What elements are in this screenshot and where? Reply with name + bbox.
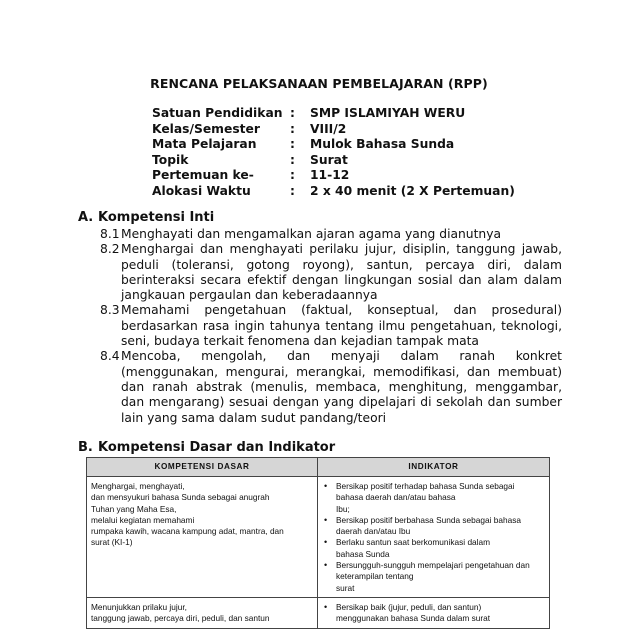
meta-value: 11-12 <box>310 168 350 183</box>
meta-value: SMP ISLAMIYAH WERU <box>310 106 466 120</box>
meta-colon: : <box>290 183 295 198</box>
indicator-line: bahasa Sunda <box>336 548 390 559</box>
indicator-line: menggunakan bahasa Sunda dalam surat <box>336 613 491 624</box>
meta-row <box>152 106 515 122</box>
meta-value: 2 x 40 menit (2 X Pertemuan) <box>310 183 515 198</box>
section-b-heading <box>78 440 335 455</box>
kd-line: Menghargai, menghayati, <box>91 481 185 491</box>
meta-label: Kelas/Semester <box>152 121 260 136</box>
kd-line: Menunjukkan prilaku jujur, <box>91 601 187 612</box>
indicator-list <box>322 602 545 625</box>
indikator-cell <box>318 477 550 598</box>
kompetensi-inti-list <box>100 227 562 426</box>
kd-cell <box>87 597 318 628</box>
indicator-item <box>322 515 545 538</box>
indicator-list <box>322 481 545 594</box>
bullet-icon: • <box>324 537 328 548</box>
table-row <box>87 477 550 598</box>
ki-item <box>100 227 562 242</box>
indicator-item <box>322 560 545 594</box>
identity-block <box>152 106 515 200</box>
header-kompetensi-dasar: KOMPETENSI DASAR <box>87 458 318 477</box>
table-row <box>87 597 550 628</box>
ki-item <box>100 303 562 349</box>
bullet-icon: • <box>324 601 328 612</box>
ki-text: Menghayati dan mengamalkan ajaran agama yang dianutnya <box>121 227 502 241</box>
ki-number: 8.2 <box>100 242 120 257</box>
indicator-line: Berlaku santun saat berkomunikasi dalam <box>336 537 491 548</box>
section-b-title: Kompetensi Dasar dan Indikator <box>98 440 336 455</box>
meta-label: Alokasi Waktu <box>152 183 251 198</box>
kd-cell <box>87 477 318 598</box>
meta-row <box>152 168 515 184</box>
bullet-icon: • <box>324 514 328 525</box>
kd-line: tanggung jawab, percaya diri, peduli, dan santun <box>91 613 270 624</box>
indicator-line: Bersikap positif berbahasa Sunda sebagai bahasa <box>336 514 521 525</box>
kd-line: dan mensyukuri bahasa Sunda sebagai anugrah <box>91 492 270 503</box>
indicator-item <box>322 537 545 560</box>
bullet-icon: • <box>324 481 328 491</box>
meta-value: VIII/2 <box>310 121 347 136</box>
ki-item <box>100 349 562 425</box>
meta-colon: : <box>290 137 295 152</box>
ki-number: 8.1 <box>100 227 120 241</box>
bullet-icon: • <box>324 560 328 571</box>
meta-colon: : <box>290 152 295 167</box>
table-header-row <box>87 458 550 477</box>
ki-number: 8.4 <box>100 349 120 364</box>
indicator-line: Bersikap baik (jujur, peduli, dan santun) <box>336 601 482 612</box>
meta-row <box>152 153 515 169</box>
section-a-title: Kompetensi Inti <box>98 210 215 225</box>
section-a-letter: A. <box>78 210 94 225</box>
indicator-line: Bersikap positif terhadap bahasa Sunda sebagai <box>336 481 515 491</box>
meta-label: Satuan Pendidikan <box>152 106 283 120</box>
page-title: RENCANA PELAKSANAAN PEMBELAJARAN (RPP) <box>150 76 488 91</box>
meta-label: Topik <box>152 152 189 167</box>
meta-colon: : <box>290 168 295 183</box>
header-indikator: INDIKATOR <box>318 458 550 477</box>
section-a-heading <box>78 210 214 225</box>
section-b-letter: B. <box>78 440 93 455</box>
meta-label: Pertemuan ke- <box>152 168 254 183</box>
indicator-line: daerah dan/atau Ibu <box>336 526 411 537</box>
indicator-item <box>322 481 545 515</box>
meta-row <box>152 184 515 200</box>
meta-label: Mata Pelajaran <box>152 137 257 152</box>
indicator-line: bahasa daerah dan/atau bahasa <box>336 492 456 503</box>
ki-number: 8.3 <box>100 303 120 318</box>
indicator-line: Bersungguh-sungguh mempelajari pengetahuan dan <box>336 560 530 571</box>
indicator-item <box>322 602 545 625</box>
meta-value: Mulok Bahasa Sunda <box>310 137 455 152</box>
ki-text: Menghargai dan menghayati perilaku jujur, disiplin, tanggung jawab, peduli (toleransi, gotong royong), santun, percaya diri, dalam berinteraksi secara efektif dengan lingkungan sosial dan alam dalam jangkauan pergaulan dan keberadaannya <box>121 242 562 303</box>
indicator-line: surat <box>336 582 355 593</box>
meta-row <box>152 137 515 153</box>
ki-item <box>100 242 562 303</box>
indicator-line: Ibu; <box>336 503 350 514</box>
meta-colon: : <box>290 106 295 120</box>
meta-row <box>152 122 515 138</box>
indikator-cell <box>318 597 550 628</box>
ki-text: Mencoba, mengolah, dan menyaji dalam ranah konkret (menggunakan, mengurai, merangkai, memodifikasi, dan membuat) dan ranah abstrak (menulis, membaca, menghitung, menggambar, dan mengarang) sesuai dengan yang dipelajari di sekolah dan sumber lain yang sama dalam sudut pandang/teori <box>121 349 562 425</box>
kd-line: surat (KI-1) <box>91 537 133 548</box>
meta-value: Surat <box>310 152 348 167</box>
kd-line: rumpaka kawih, wacana kampung adat, mantra, dan <box>91 526 284 537</box>
meta-colon: : <box>290 121 295 136</box>
indicator-line: keterampilan tentang <box>336 571 414 582</box>
kd-indicator-table <box>86 457 550 629</box>
ki-text: Memahami pengetahuan (faktual, konseptual, dan prosedural) berdasarkan rasa ingin tahunya tentang ilmu pengetahuan, teknologi, seni, budaya terkait fenomena dan kejadian tampak mata <box>121 303 562 349</box>
kd-line: Tuhan yang Maha Esa, <box>91 503 177 514</box>
kd-line: melalui kegiatan memahami <box>91 514 195 525</box>
